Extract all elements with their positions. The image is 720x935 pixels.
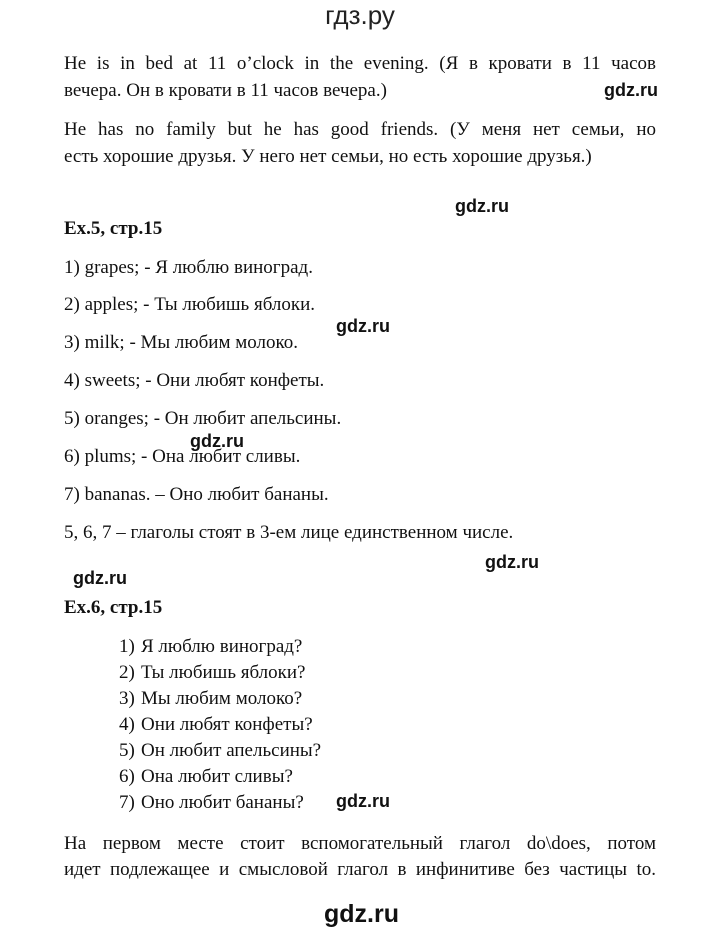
ex6-question — [119, 636, 302, 658]
ex5-item: 5) oranges; - Он любит апельсины. — [64, 408, 342, 429]
ex5-item: 2) apples; - Ты любишь яблоки. — [64, 294, 316, 315]
site-header: гдз.ру — [325, 0, 395, 30]
watermark: gdz.ru — [336, 316, 390, 336]
question-text: Он любит апельсины? — [141, 740, 322, 761]
question-number: 7) — [119, 792, 135, 813]
intro-paragraph-2-line-2: есть хорошие друзья. У него нет семьи, но есть хорошие друзья.) — [64, 146, 592, 167]
question-text: Она любит сливы? — [141, 766, 293, 787]
question-number: 6) — [119, 766, 135, 787]
watermark: gdz.ru — [336, 791, 390, 811]
question-text: Я люблю виноград? — [141, 636, 303, 657]
ex6-question — [119, 792, 304, 814]
question-text: Ты любишь яблоки? — [141, 662, 306, 683]
ex6-question — [119, 740, 321, 762]
ex6-question — [119, 714, 313, 736]
question-number: 5) — [119, 740, 135, 761]
ex5-item: 7) bananas. – Оно любит бананы. — [64, 484, 329, 505]
intro-paragraph-2-line-1: He has no family but he has good friends. (У меня нет семьи, но — [64, 119, 656, 140]
ex6-question — [119, 662, 305, 684]
ex5-item: 6) plums; - Она любит сливы. — [64, 446, 301, 467]
watermark: gdz.ru — [73, 568, 127, 588]
ex6-question — [119, 766, 293, 788]
ex5-item: 1) grapes; - Я люблю виноград. — [64, 257, 313, 278]
ex6-heading: Ex.6, стр.15 — [64, 597, 163, 618]
question-number: 4) — [119, 714, 135, 735]
watermark: gdz.ru — [190, 431, 244, 451]
watermark: gdz.ru — [604, 80, 658, 100]
ex5-item: 4) sweets; - Они любят конфеты. — [64, 370, 325, 391]
watermark: gdz.ru — [455, 196, 509, 216]
ex5-note: 5, 6, 7 – глаголы стоят в 3-ем лице единственном числе. — [64, 522, 514, 543]
intro-paragraph-1-line-2: вечера. Он в кровати в 11 часов вечера.) — [64, 80, 387, 101]
ex6-explanation-line-2: идет подлежащее и смысловой глагол в инфинитиве без частицы to. — [64, 859, 656, 880]
question-text: Мы любим молоко? — [141, 688, 303, 709]
watermark: gdz.ru — [485, 552, 539, 572]
ex6-question — [119, 688, 302, 710]
question-text: Они любят конфеты? — [141, 714, 313, 735]
question-number: 2) — [119, 662, 135, 683]
ex5-item: 3) milk; - Мы любим молоко. — [64, 332, 298, 353]
footer-watermark: gdz.ru — [324, 900, 399, 928]
question-number: 1) — [119, 636, 135, 657]
intro-paragraph-1-line-1: He is in bed at 11 o’clock in the evening. (Я в кровати в 11 часов — [64, 53, 656, 74]
ex5-heading: Ex.5, стр.15 — [64, 218, 163, 239]
ex6-explanation-line-1: На первом месте стоит вспомогательный глагол do\does, потом — [64, 833, 656, 854]
question-text: Оно любит бананы? — [141, 792, 304, 813]
question-number: 3) — [119, 688, 135, 709]
